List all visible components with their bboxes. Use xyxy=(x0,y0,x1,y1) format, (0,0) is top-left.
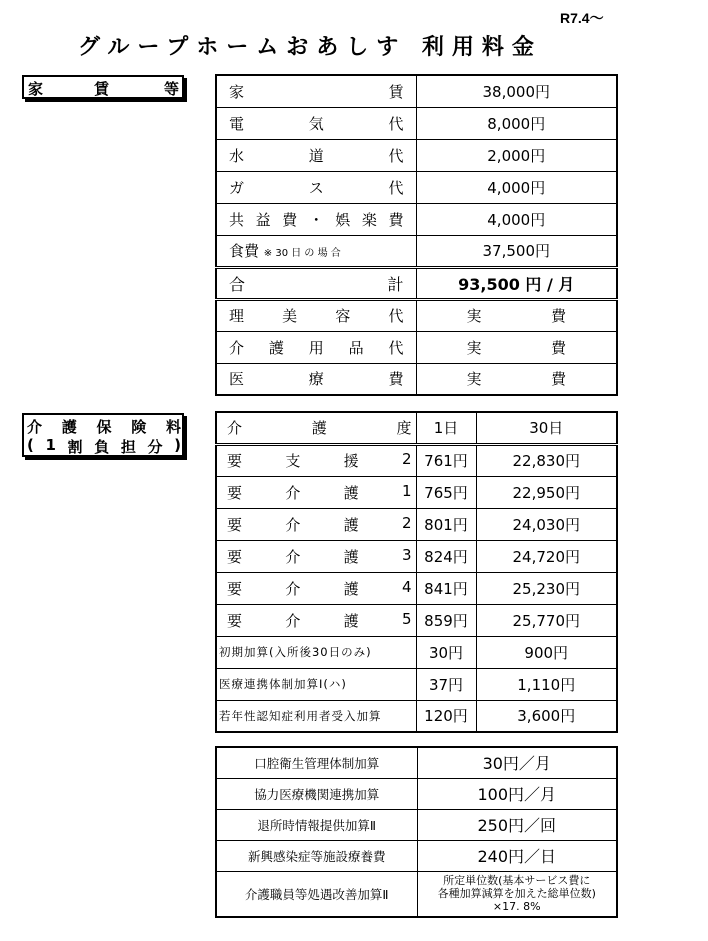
label-char: 代 xyxy=(388,146,404,165)
total-value: 93,500 円 / 月 xyxy=(416,267,617,299)
day30-value: 25,230円 xyxy=(476,572,617,604)
label-char: 要 xyxy=(227,611,243,630)
fee-label: 新興感染症等施設療養費 xyxy=(216,840,417,871)
day30-value: 24,030円 xyxy=(476,508,617,540)
day30-value: 22,830円 xyxy=(476,444,617,476)
meal-value: 37,500円 xyxy=(416,235,617,267)
label-char: 品 xyxy=(348,338,364,357)
care-goods-value-cell xyxy=(416,331,617,363)
note-line: ×17. 8% xyxy=(492,900,541,914)
beauty-label-cell xyxy=(216,299,416,331)
label-char: 料 xyxy=(165,418,181,436)
fee-value: 30円／月 xyxy=(417,747,617,778)
day30-value: 22,950円 xyxy=(476,476,617,508)
addition-label: 初期加算(入所後30日のみ) xyxy=(216,636,416,668)
day1-value: 37円 xyxy=(416,668,476,700)
value-char: 費 xyxy=(550,370,566,389)
label-char: 介 xyxy=(285,483,301,502)
label-char: 費 xyxy=(282,210,298,229)
table-row xyxy=(216,171,617,203)
label-char: 賃 xyxy=(388,82,404,101)
care-level-cell xyxy=(216,476,416,508)
table-row xyxy=(216,75,617,107)
label-char: 援 xyxy=(343,452,359,470)
label-char: ガ xyxy=(229,178,245,197)
label-char: 要 xyxy=(227,547,243,566)
fee-label: 協力医療機関連携加算 xyxy=(216,778,417,809)
care-level-cell xyxy=(216,540,416,572)
label-char: 5 xyxy=(401,609,412,628)
fee-label: 退所時情報提供加算Ⅱ xyxy=(216,809,417,840)
label-char: 費 xyxy=(388,370,404,389)
label-char: 負 xyxy=(94,438,110,456)
table-row xyxy=(216,668,617,700)
label-char: 介 xyxy=(27,418,43,436)
table-row xyxy=(216,809,617,840)
rent-section-label xyxy=(22,75,184,99)
label-char: 合 xyxy=(229,274,246,294)
table-row xyxy=(216,444,617,476)
label-char: 計 xyxy=(387,274,404,294)
label-char: 家 xyxy=(229,82,245,101)
label-char: 要 xyxy=(227,515,243,534)
label-char: 代 xyxy=(388,178,404,197)
additional-fees-table xyxy=(215,746,618,918)
addition-label: 若年性認知症利用者受入加算 xyxy=(216,700,416,732)
label-char: 分 xyxy=(147,438,163,456)
label-char: 用 xyxy=(308,338,324,357)
label-char: 護 xyxy=(268,338,284,357)
table-row xyxy=(216,203,617,235)
day1-value: 841円 xyxy=(416,572,476,604)
label-char: 介 xyxy=(285,579,301,598)
label-char: 水 xyxy=(229,146,245,165)
water-label-cell xyxy=(216,139,416,171)
label-char: 4 xyxy=(401,577,412,596)
label-char: 1 xyxy=(45,436,56,454)
fee-value: 100円／月 xyxy=(417,778,617,809)
table-row xyxy=(216,363,617,395)
label-char: 要 xyxy=(227,452,243,470)
label-char: 1 xyxy=(401,481,412,500)
care-section-label xyxy=(22,413,184,457)
fee-label: 口腔衛生管理体制加算 xyxy=(216,747,417,778)
table-row xyxy=(216,540,617,572)
label-char: 険 xyxy=(131,418,147,436)
table-row xyxy=(216,331,617,363)
label-char: 2 xyxy=(401,513,412,532)
fee-value: 240円／日 xyxy=(417,840,617,871)
label-char: 楽 xyxy=(361,210,377,229)
table-row xyxy=(216,235,617,267)
label-char: 護 xyxy=(343,579,359,598)
care-level-cell xyxy=(216,604,416,636)
label-char: 代 xyxy=(388,338,404,357)
day30-value: 900円 xyxy=(476,636,617,668)
beauty-value-cell xyxy=(416,299,617,331)
label-char: 代 xyxy=(388,307,404,325)
electricity-value: 8,000円 xyxy=(416,107,617,139)
label-char: 要 xyxy=(227,579,243,598)
note-line: 各種加算減算を加えた総単位数) xyxy=(437,887,596,901)
label-char: 介 xyxy=(229,338,245,357)
label-char: 要 xyxy=(227,483,243,502)
rent-label-cell xyxy=(216,75,416,107)
rent-label-char: 等 xyxy=(164,80,180,98)
label-char: 美 xyxy=(282,307,298,325)
table-row xyxy=(216,778,617,809)
care-insurance-table xyxy=(215,411,618,733)
label-char: 介 xyxy=(227,419,243,438)
label-char: ( xyxy=(27,436,34,454)
page-title: グループホームおあしす 利用料金 xyxy=(78,35,542,60)
table-row xyxy=(216,572,617,604)
label-char: 代 xyxy=(388,114,404,133)
medical-label-cell xyxy=(216,363,416,395)
label-char: 理 xyxy=(229,307,245,325)
table-row xyxy=(216,840,617,871)
electricity-label-cell xyxy=(216,107,416,139)
table-row xyxy=(216,508,617,540)
water-value: 2,000円 xyxy=(416,139,617,171)
effective-date: R7.4〜 xyxy=(560,10,604,26)
label-char: 護 xyxy=(343,483,359,502)
common-fee-label-cell xyxy=(216,203,416,235)
rent-label-char: 賃 xyxy=(94,80,110,98)
care-label-line2 xyxy=(24,436,184,457)
label-char: 2 xyxy=(401,450,412,468)
total-row xyxy=(216,267,617,299)
total-label-cell xyxy=(216,267,416,299)
fee-label: 介護職員等処遇改善加算Ⅱ xyxy=(216,871,417,917)
table-row xyxy=(216,107,617,139)
care-goods-label-cell xyxy=(216,331,416,363)
label-char: 費 xyxy=(388,210,404,229)
rent-label-char: 家 xyxy=(28,80,44,98)
common-fee-value: 4,000円 xyxy=(416,203,617,235)
care-label-line1 xyxy=(24,416,184,437)
label-char: 介 xyxy=(285,515,301,534)
meal-note: ※ 30 日 の 場 合 xyxy=(263,248,341,259)
table-row xyxy=(216,871,617,917)
day30-header: 30日 xyxy=(476,412,617,444)
table-row xyxy=(216,747,617,778)
label-char: 容 xyxy=(335,307,351,325)
day30-value: 24,720円 xyxy=(476,540,617,572)
care-level-cell xyxy=(216,508,416,540)
care-level-cell xyxy=(216,572,416,604)
day1-value: 761円 xyxy=(416,444,476,476)
label-char: 医 xyxy=(229,370,245,389)
value-char: 実 xyxy=(466,370,482,389)
table-row xyxy=(216,299,617,331)
value-char: 実 xyxy=(466,338,482,357)
label-char: 介 xyxy=(285,611,301,630)
table-row xyxy=(216,636,617,668)
label-char: 度 xyxy=(396,419,412,438)
day1-value: 824円 xyxy=(416,540,476,572)
fee-note xyxy=(417,871,617,917)
label-char: ・ xyxy=(308,210,324,229)
label-char: 共 xyxy=(229,210,245,229)
label-char: 護 xyxy=(311,419,327,438)
label-char: 護 xyxy=(343,547,359,566)
day1-value: 859円 xyxy=(416,604,476,636)
value-char: 費 xyxy=(550,307,566,325)
label-char: 護 xyxy=(343,611,359,630)
label-char: 担 xyxy=(120,438,136,456)
table-row xyxy=(216,604,617,636)
day30-value: 1,110円 xyxy=(476,668,617,700)
label-char: ス xyxy=(308,178,324,197)
day1-value: 765円 xyxy=(416,476,476,508)
note-line: 所定単位数(基本サービス費に xyxy=(443,874,591,888)
table-row xyxy=(216,139,617,171)
addition-label: 医療連携体制加算Ⅰ(ハ) xyxy=(216,668,416,700)
label-char: 護 xyxy=(61,418,77,436)
day1-header: 1日 xyxy=(416,412,476,444)
day30-value: 25,770円 xyxy=(476,604,617,636)
value-char: 実 xyxy=(466,307,482,325)
label-char: 道 xyxy=(308,146,324,165)
care-level-header-cell xyxy=(216,412,416,444)
label-char: 割 xyxy=(67,438,83,456)
gas-label-cell xyxy=(216,171,416,203)
day1-value: 801円 xyxy=(416,508,476,540)
fee-value: 250円／回 xyxy=(417,809,617,840)
day1-value: 120円 xyxy=(416,700,476,732)
label-char: 護 xyxy=(343,515,359,534)
table-row xyxy=(216,476,617,508)
table-header-row xyxy=(216,412,617,444)
label-char: ) xyxy=(174,436,181,454)
care-level-cell xyxy=(216,444,416,476)
gas-value: 4,000円 xyxy=(416,171,617,203)
value-char: 費 xyxy=(550,338,566,357)
label-char: 気 xyxy=(308,114,324,133)
rent-value: 38,000円 xyxy=(416,75,617,107)
meal-label-cell xyxy=(216,235,416,267)
table-row xyxy=(216,700,617,732)
medical-value-cell xyxy=(416,363,617,395)
day30-value: 3,600円 xyxy=(476,700,617,732)
label-char: 益 xyxy=(255,210,271,229)
label-char: 電 xyxy=(229,114,245,133)
label-char: 3 xyxy=(401,545,412,564)
label-char: 療 xyxy=(308,370,324,389)
label-char: 介 xyxy=(285,547,301,566)
label-char: 保 xyxy=(96,418,112,436)
label-char: 娯 xyxy=(335,210,351,229)
label-char: 支 xyxy=(285,452,301,470)
meal-label: 食費 xyxy=(229,242,260,260)
day1-value: 30円 xyxy=(416,636,476,668)
rent-table xyxy=(215,74,618,396)
